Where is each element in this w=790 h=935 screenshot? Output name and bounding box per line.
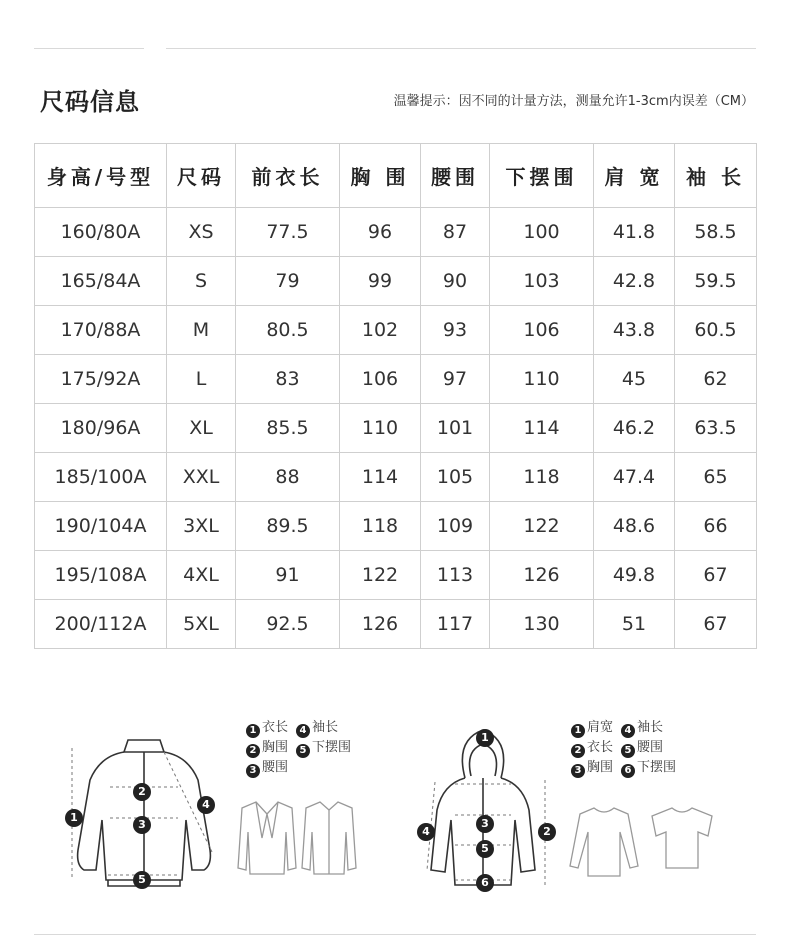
table-cell: 66 bbox=[675, 502, 757, 551]
table-cell: 110 bbox=[490, 355, 594, 404]
legend-label: 袖长 bbox=[637, 720, 664, 735]
table-header-row bbox=[35, 144, 757, 208]
table-cell: 105 bbox=[421, 453, 490, 502]
table-cell: 101 bbox=[421, 404, 490, 453]
table-cell: XXL bbox=[167, 453, 236, 502]
measurement-illustrations bbox=[0, 700, 790, 900]
table-cell: 51 bbox=[594, 600, 675, 649]
column-header: 胸 围 bbox=[340, 144, 421, 208]
table-cell: 100 bbox=[490, 208, 594, 257]
table-cell: 4XL bbox=[167, 551, 236, 600]
table-cell: 88 bbox=[236, 453, 340, 502]
legend-label: 腰围 bbox=[262, 760, 289, 775]
table-row bbox=[35, 453, 757, 502]
table-cell: 114 bbox=[340, 453, 421, 502]
legend-number-icon: 1 bbox=[246, 724, 260, 738]
legend-row bbox=[571, 718, 676, 738]
table-cell: 185/100A bbox=[35, 453, 167, 502]
legend-label: 衣长 bbox=[587, 740, 614, 755]
table-row bbox=[35, 551, 757, 600]
legend-number-icon: 5 bbox=[621, 744, 635, 758]
table-cell: 80.5 bbox=[236, 306, 340, 355]
table-cell: 175/92A bbox=[35, 355, 167, 404]
table-cell: 114 bbox=[490, 404, 594, 453]
table-cell: 103 bbox=[490, 257, 594, 306]
legend-left bbox=[246, 718, 351, 778]
table-cell: 97 bbox=[421, 355, 490, 404]
legend-number-icon: 6 bbox=[621, 764, 635, 778]
legend-number-icon: 4 bbox=[296, 724, 310, 738]
tshirt-icon bbox=[646, 802, 718, 872]
table-cell: 117 bbox=[421, 600, 490, 649]
table-row bbox=[35, 404, 757, 453]
table-cell: 122 bbox=[340, 551, 421, 600]
table-cell: 126 bbox=[340, 600, 421, 649]
table-cell: 87 bbox=[421, 208, 490, 257]
legend-number-icon: 3 bbox=[571, 764, 585, 778]
marker-5-icon: 5 bbox=[476, 837, 494, 858]
size-table bbox=[34, 143, 757, 649]
table-cell: 41.8 bbox=[594, 208, 675, 257]
table-cell: 118 bbox=[490, 453, 594, 502]
table-cell: 58.5 bbox=[675, 208, 757, 257]
table-cell: 62 bbox=[675, 355, 757, 404]
legend-number-icon: 4 bbox=[621, 724, 635, 738]
legend-row bbox=[246, 718, 351, 738]
column-header: 尺码 bbox=[167, 144, 236, 208]
table-row bbox=[35, 355, 757, 404]
legend-row bbox=[571, 738, 676, 758]
table-cell: 99 bbox=[340, 257, 421, 306]
legend-row bbox=[246, 758, 351, 778]
table-cell: S bbox=[167, 257, 236, 306]
table-cell: 45 bbox=[594, 355, 675, 404]
long-sleeve-tee-icon bbox=[566, 802, 642, 880]
table-cell: 49.8 bbox=[594, 551, 675, 600]
table-cell: 79 bbox=[236, 257, 340, 306]
table-cell: 43.8 bbox=[594, 306, 675, 355]
table-cell: 93 bbox=[421, 306, 490, 355]
column-header: 前衣长 bbox=[236, 144, 340, 208]
table-cell: M bbox=[167, 306, 236, 355]
column-header: 袖 长 bbox=[675, 144, 757, 208]
marker-3-icon: 3 bbox=[133, 813, 151, 834]
legend-label: 胸围 bbox=[587, 760, 614, 775]
table-cell: 67 bbox=[675, 600, 757, 649]
table-cell: 126 bbox=[490, 551, 594, 600]
legend-label: 衣长 bbox=[262, 720, 289, 735]
shirt-icon bbox=[300, 798, 358, 878]
suit-blazer-icon bbox=[236, 798, 298, 878]
table-cell: L bbox=[167, 355, 236, 404]
marker-1-icon: 1 bbox=[476, 726, 494, 747]
marker-2-icon: 2 bbox=[133, 780, 151, 801]
table-cell: 59.5 bbox=[675, 257, 757, 306]
legend-row bbox=[571, 758, 676, 778]
table-cell: 60.5 bbox=[675, 306, 757, 355]
marker-4-icon: 4 bbox=[197, 793, 215, 814]
table-cell: 5XL bbox=[167, 600, 236, 649]
legend-number-icon: 2 bbox=[571, 744, 585, 758]
legend-number-icon: 2 bbox=[246, 744, 260, 758]
table-cell: 47.4 bbox=[594, 453, 675, 502]
table-cell: 85.5 bbox=[236, 404, 340, 453]
table-row bbox=[35, 208, 757, 257]
table-cell: XS bbox=[167, 208, 236, 257]
table-row bbox=[35, 306, 757, 355]
table-cell: 77.5 bbox=[236, 208, 340, 257]
table-cell: 122 bbox=[490, 502, 594, 551]
table-cell: 106 bbox=[340, 355, 421, 404]
column-header: 身高/号型 bbox=[35, 144, 167, 208]
legend-number-icon: 3 bbox=[246, 764, 260, 778]
table-cell: 48.6 bbox=[594, 502, 675, 551]
table-cell: 106 bbox=[490, 306, 594, 355]
table-cell: 90 bbox=[421, 257, 490, 306]
column-header: 下摆围 bbox=[490, 144, 594, 208]
table-cell: 170/88A bbox=[35, 306, 167, 355]
legend-number-icon: 1 bbox=[571, 724, 585, 738]
table-row bbox=[35, 257, 757, 306]
marker-2-icon: 2 bbox=[538, 820, 556, 841]
marker-6-icon: 6 bbox=[476, 871, 494, 892]
legend-label: 腰围 bbox=[637, 740, 664, 755]
legend-label: 下摆围 bbox=[312, 740, 352, 755]
legend-label: 肩宽 bbox=[587, 720, 614, 735]
table-cell: 67 bbox=[675, 551, 757, 600]
table-cell: 46.2 bbox=[594, 404, 675, 453]
table-cell: 83 bbox=[236, 355, 340, 404]
legend-right bbox=[571, 718, 676, 778]
table-cell: 110 bbox=[340, 404, 421, 453]
top-rule-right bbox=[166, 48, 756, 49]
table-cell: 102 bbox=[340, 306, 421, 355]
table-cell: 190/104A bbox=[35, 502, 167, 551]
measurement-tip: 温馨提示：因不同的计量方法，测量允许1-3cm内误差（CM） bbox=[393, 94, 754, 109]
table-cell: 91 bbox=[236, 551, 340, 600]
table-cell: 113 bbox=[421, 551, 490, 600]
marker-5-icon: 5 bbox=[133, 868, 151, 889]
table-cell: 89.5 bbox=[236, 502, 340, 551]
page-title: 尺码信息 bbox=[40, 88, 140, 116]
table-cell: 180/96A bbox=[35, 404, 167, 453]
table-cell: 65 bbox=[675, 453, 757, 502]
table-cell: 118 bbox=[340, 502, 421, 551]
legend-label: 胸围 bbox=[262, 740, 289, 755]
table-cell: 96 bbox=[340, 208, 421, 257]
table-cell: 195/108A bbox=[35, 551, 167, 600]
table-cell: XL bbox=[167, 404, 236, 453]
marker-3-icon: 3 bbox=[476, 812, 494, 833]
legend-label: 袖长 bbox=[312, 720, 339, 735]
table-cell: 200/112A bbox=[35, 600, 167, 649]
legend-label: 下摆围 bbox=[637, 760, 677, 775]
table-cell: 42.8 bbox=[594, 257, 675, 306]
legend-row bbox=[246, 738, 351, 758]
table-body bbox=[35, 208, 757, 649]
table-cell: 92.5 bbox=[236, 600, 340, 649]
legend-number-icon: 5 bbox=[296, 744, 310, 758]
marker-1-icon: 1 bbox=[65, 806, 83, 827]
column-header: 腰围 bbox=[421, 144, 490, 208]
table-cell: 63.5 bbox=[675, 404, 757, 453]
top-rule-left bbox=[34, 48, 144, 49]
table-cell: 3XL bbox=[167, 502, 236, 551]
column-header: 肩 宽 bbox=[594, 144, 675, 208]
marker-4-icon: 4 bbox=[417, 820, 435, 841]
table-row bbox=[35, 600, 757, 649]
table-cell: 109 bbox=[421, 502, 490, 551]
table-cell: 165/84A bbox=[35, 257, 167, 306]
table-cell: 130 bbox=[490, 600, 594, 649]
table-row bbox=[35, 502, 757, 551]
table-cell: 160/80A bbox=[35, 208, 167, 257]
